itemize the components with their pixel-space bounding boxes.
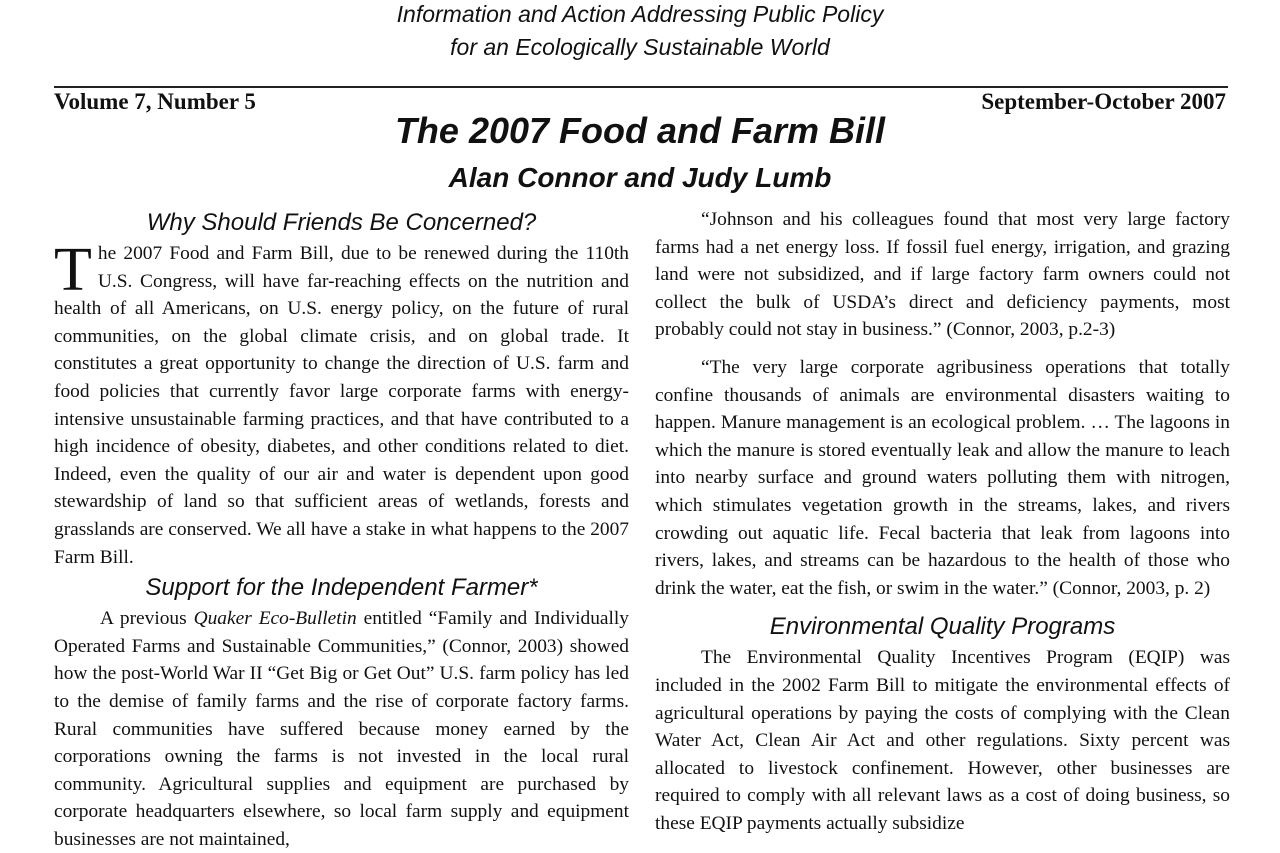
issue-date: September-October 2007 bbox=[981, 89, 1226, 114]
paragraph-text-a: A previous bbox=[100, 608, 194, 630]
intro-paragraph-text: he 2007 Food and Farm Bill, due to be renewed during the 110th U.S. Congress, will have far-reaching effects on the nutrition and health of all Americans, on U.S. energy policy, on the future of rural communities, on the global climate crisis, and on global trade. It constitutes a great opportunity to change the direction of U.S. farm and food policies that currently favor large corporate farms with energy-intensive unsustainable farming practices, and that have contributed to a high incidence of obesity, diabetes, and other conditions related to diet. Indeed, even the quality of our air and water is dependent upon good stewardship of land so that sufficient areas of wetlands, forests and grasslands are conserved. We all have a stake in what happens to the 2007 Farm Bill. bbox=[54, 243, 629, 568]
right-column bbox=[655, 206, 1230, 837]
drop-cap: T bbox=[54, 236, 92, 304]
quote-paragraph-agribusiness: “The very large corporate agribusiness operations that totally confine thousands of animals are environmental disasters waiting to happen. Manure management is an ecological problem. … The lagoons in which the manure is stored eventually leak and allow the manure to leach into nearby surface and ground waters polluting them with nitrogen, which stimulates vegetation growth in the streams, lakes, and rivers crowding out aquatic life. Fecal bacteria that leak from lagoons into rivers, lakes, and streams can be hazardous to the health of those who drink the water, eat the fish, or swim in the water.” (Connor, 2003, p. 2) bbox=[655, 356, 1230, 599]
section-heading-environmental-quality: Environmental Quality Programs bbox=[769, 613, 1116, 641]
section-heading-independent-farmer: Support for the Independent Farmer* bbox=[145, 574, 538, 602]
quote-paragraph-johnson: “Johnson and his colleagues found that most very large factory farms had a net energy loss. If fossil fuel energy, irrigation, and grazing land were not subsidized, and if large factory farm owners could not collect the bulk of USDA’s direct and deficiency payments, most probably could not stay in business.” (Connor, 2003, p.2-3) bbox=[655, 209, 1230, 341]
paragraph-text-b: entitled “Family and Individually Operated Farms and Sustainable Communities,” (Connor, 2003) showed how the post-World War II “Get Big or Get Out” U.S. farm policy has led to the demise of family farms and the rise of corporate factory farms. Rural communities have suffered because money earned by the corporations owning the farms is not invested in the local rural community. Agricultural supplies and equipment are purchased by corporate headquarters elsewhere, so local farm supply and equipment businesses are not maintained, bbox=[54, 608, 629, 850]
left-column bbox=[54, 206, 629, 853]
publication-title: Quaker Eco-Bulletin bbox=[193, 608, 357, 630]
article-title: The 2007 Food and Farm Bill bbox=[394, 110, 886, 151]
masthead-tagline-line2: for an Ecologically Sustainable World bbox=[450, 34, 830, 60]
masthead-tagline-line1: Information and Action Addressing Public Policy bbox=[396, 1, 884, 27]
section-heading-why-concerned: Why Should Friends Be Concerned? bbox=[146, 209, 537, 236]
eqip-paragraph: The Environmental Quality Incentives Program (EQIP) was included in the 2002 Farm Bill to mitigate the environmental effects of agricultural operations by paying the costs of complying with the Clean Water Act, Clean Air Act and other regulations. Sixty percent was allocated to livestock confinement. However, other businesses are required to comply with all relevant laws as a cost of doing business, so these EQIP payments actually subsidize bbox=[655, 647, 1230, 834]
volume-number: Volume 7, Number 5 bbox=[54, 89, 256, 114]
article-authors: Alan Connor and Judy Lumb bbox=[448, 162, 832, 193]
intro-paragraph bbox=[54, 236, 629, 571]
independent-farmer-paragraph bbox=[54, 605, 629, 853]
